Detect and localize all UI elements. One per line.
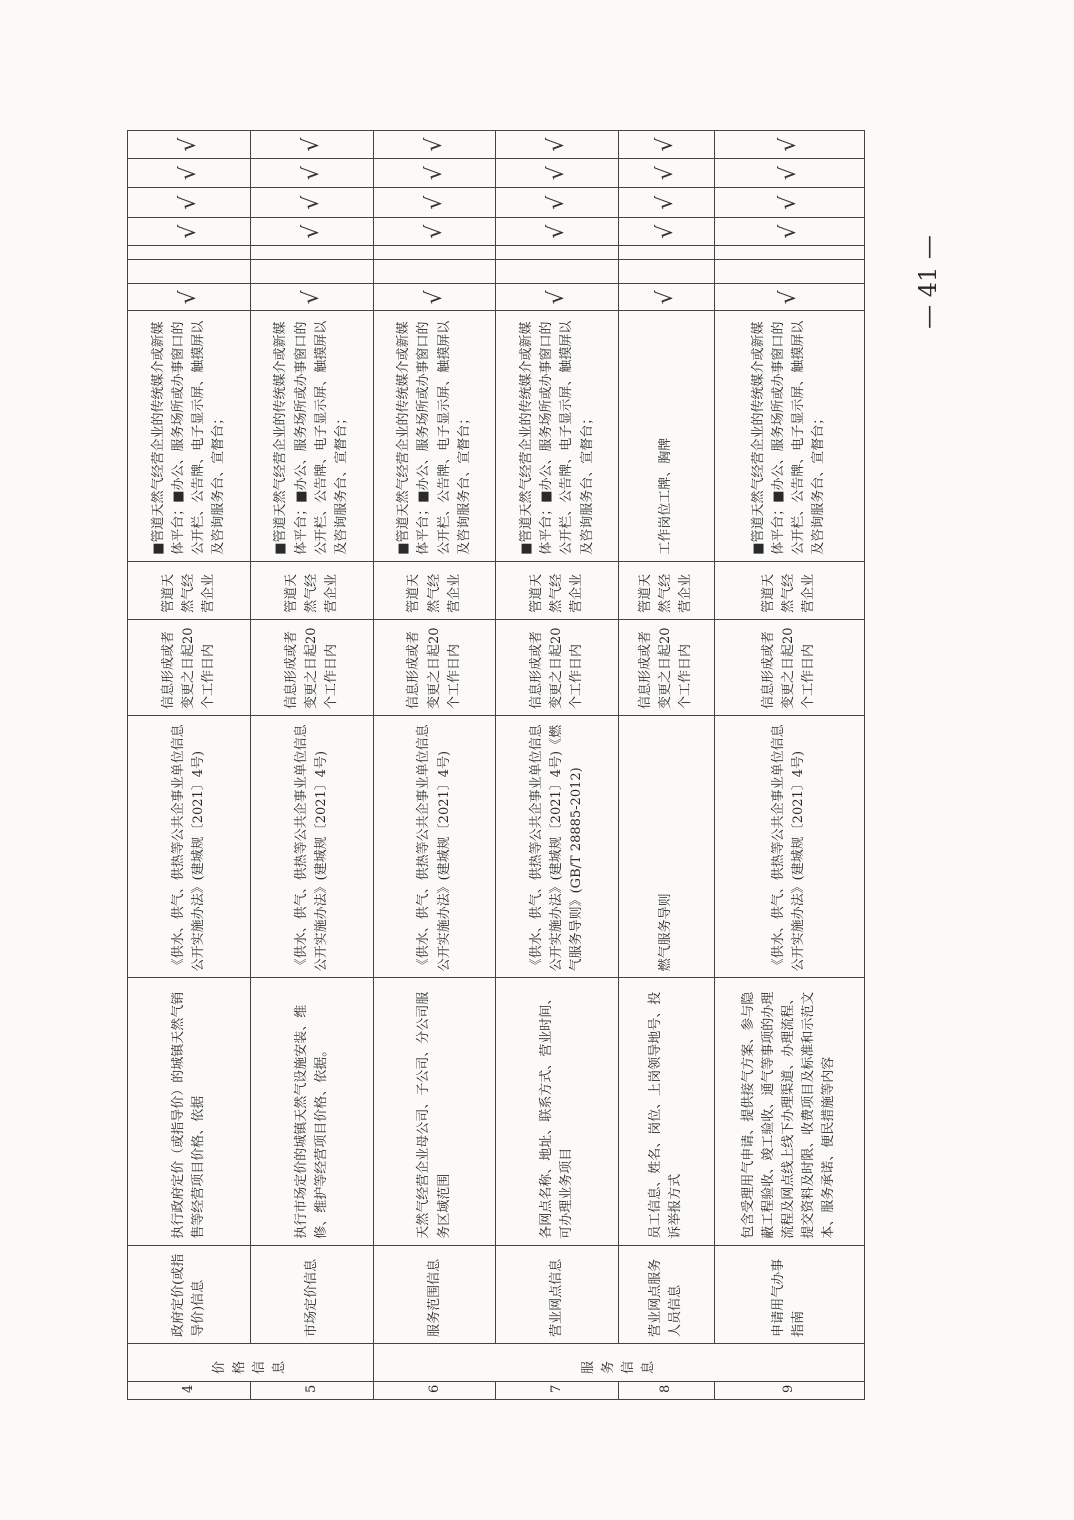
item-name: 营业网点服务人员信息: [619, 1245, 714, 1343]
table-row: [619, 131, 714, 1400]
check-mark: √: [496, 218, 619, 246]
check-mark: √: [714, 131, 864, 159]
check-mark: √: [619, 188, 714, 218]
check-mark: √: [250, 188, 373, 218]
table-row: [373, 131, 496, 1400]
check-mark: √: [373, 159, 496, 188]
empty-cell: [373, 260, 496, 284]
item-deadline: 信息形成或者变更之日起20个工作日内: [250, 619, 373, 715]
item-basis: 《供水、供气、供热等公共企事业单位信息公开实施办法》(建城规〔2021〕4号): [128, 715, 251, 977]
item-name: 营业网点信息: [496, 1245, 619, 1343]
item-basis: 《供水、供气、供热等公共企事业单位信息公开实施办法》(建城规〔2021〕4号): [250, 715, 373, 977]
check-mark: √: [619, 159, 714, 188]
check-mark: √: [128, 159, 251, 188]
row-number: 7: [496, 1381, 619, 1399]
item-channel: ■管道天然气经营企业的传统媒介或新媒体平台；■办公、服务场所或办事窗口的公开栏、公告牌、电子显示屏、触摸屏以及咨询服务台、宣督台；: [128, 311, 251, 561]
table-row: [496, 131, 619, 1400]
item-channel: ■管道天然气经营企业的传统媒介或新媒体平台；■办公、服务场所或办事窗口的公开栏、公告牌、电子显示屏、触摸屏以及咨询服务台、宣督台；: [250, 311, 373, 561]
check-mark: √: [496, 284, 619, 311]
check-mark: √: [373, 218, 496, 246]
item-content: 各网点名称、地址、联系方式、营业时间、可办理业务项目: [496, 978, 619, 1245]
item-basis: 《供水、供气、供热等公共企事业单位信息公开实施办法》(建城规〔2021〕4号)《燃气服务导则》(GB/T 28885-2012): [496, 715, 619, 977]
empty-cell: [496, 246, 619, 260]
item-subject: 管道天然气经营企业: [496, 561, 619, 619]
check-mark: √: [250, 159, 373, 188]
item-content: 包含受理用气申请、提供接气方案、参与隐蔽工程验收、竣工验收、通气等事项的办理流程及网点线上线下办理渠道、办理流程、提交资料及时限、收费项目及标准和示范文本、服务承诺、便民措施等内容: [714, 978, 864, 1245]
item-basis: 《供水、供气、供热等公共企事业单位信息公开实施办法》(建城规〔2021〕4号): [373, 715, 496, 977]
check-mark: √: [619, 284, 714, 311]
item-content: 执行市场定价的城镇天然气设施安装、维修、维护等经营项目价格、依据。: [250, 978, 373, 1245]
item-deadline: 信息形成或者变更之日起20个工作日内: [128, 619, 251, 715]
empty-cell: [250, 246, 373, 260]
item-basis: 《供水、供气、供热等公共企事业单位信息公开实施办法》(建城规〔2021〕4号): [714, 715, 864, 977]
item-name: 服务范围信息: [373, 1245, 496, 1343]
item-channel: ■管道天然气经营企业的传统媒介或新媒体平台；■办公、服务场所或办事窗口的公开栏、公告牌、电子显示屏、触摸屏以及咨询服务台、宣督台；: [714, 311, 864, 561]
item-deadline: 信息形成或者变更之日起20个工作日内: [373, 619, 496, 715]
table-row: [714, 131, 864, 1400]
table-row: [128, 131, 251, 1400]
check-mark: √: [496, 131, 619, 159]
check-mark: √: [714, 159, 864, 188]
check-mark: √: [128, 188, 251, 218]
item-deadline: 信息形成或者变更之日起20个工作日内: [714, 619, 864, 715]
empty-cell: [373, 246, 496, 260]
disclosure-table: [127, 130, 865, 1400]
page-number: [908, 230, 948, 330]
item-deadline: 信息形成或者变更之日起20个工作日内: [496, 619, 619, 715]
check-mark: √: [619, 131, 714, 159]
page-number-text: — 41 —: [914, 235, 942, 329]
check-mark: √: [496, 159, 619, 188]
empty-cell: [128, 246, 251, 260]
empty-cell: [714, 246, 864, 260]
rotated-table-wrapper: [127, 130, 865, 1400]
check-mark: √: [250, 218, 373, 246]
item-content: 天然气经营企业母公司、子公司、分公司服务区域范围: [373, 978, 496, 1245]
check-mark: √: [714, 188, 864, 218]
row-number: 5: [250, 1381, 373, 1399]
empty-cell: [128, 260, 251, 284]
item-subject: 管道天然气经营企业: [714, 561, 864, 619]
row-number: 4: [128, 1381, 251, 1399]
row-number: 8: [619, 1381, 714, 1399]
item-content: 员工信息、姓名、岗位、上岗领导地号、投诉举报方式: [619, 978, 714, 1245]
item-name: 市场定价信息: [250, 1245, 373, 1343]
item-deadline: 信息形成或者变更之日起20个工作日内: [619, 619, 714, 715]
check-mark: √: [373, 284, 496, 311]
item-channel: ■管道天然气经营企业的传统媒介或新媒体平台；■办公、服务场所或办事窗口的公开栏、公告牌、电子显示屏、触摸屏以及咨询服务台、宣督台；: [496, 311, 619, 561]
item-content: 执行政府定价（或指导价）的城镇天然气销售等经营项目价格、依据: [128, 978, 251, 1245]
row-number: 9: [714, 1381, 864, 1399]
item-subject: 管道天然气经营企业: [250, 561, 373, 619]
check-mark: √: [250, 131, 373, 159]
item-subject: 管道天然气经营企业: [373, 561, 496, 619]
check-mark: √: [714, 218, 864, 246]
item-subject: 管道天然气经营企业: [619, 561, 714, 619]
item-name: 政府定价(或指导价)信息: [128, 1245, 251, 1343]
check-mark: √: [250, 284, 373, 311]
table-row: [250, 131, 373, 1400]
category-cell: 服务信息: [373, 1343, 864, 1381]
row-number: 6: [373, 1381, 496, 1399]
check-mark: √: [128, 131, 251, 159]
check-mark: √: [128, 284, 251, 311]
empty-cell: [250, 260, 373, 284]
category-cell: 价格信息: [128, 1343, 374, 1381]
check-mark: √: [373, 188, 496, 218]
item-subject: 管道天然气经营企业: [128, 561, 251, 619]
item-channel: ■管道天然气经营企业的传统媒介或新媒体平台；■办公、服务场所或办事窗口的公开栏、公告牌、电子显示屏、触摸屏以及咨询服务台、宣督台；: [373, 311, 496, 561]
item-name: 申请用气办事指南: [714, 1245, 864, 1343]
check-mark: √: [373, 131, 496, 159]
check-mark: √: [496, 188, 619, 218]
check-mark: √: [619, 218, 714, 246]
check-mark: √: [128, 218, 251, 246]
item-channel: 工作岗位工牌、胸牌: [619, 311, 714, 561]
empty-cell: [619, 260, 714, 284]
check-mark: √: [714, 284, 864, 311]
item-basis: 燃气服务导则: [619, 715, 714, 977]
empty-cell: [496, 260, 619, 284]
empty-cell: [619, 246, 714, 260]
empty-cell: [714, 260, 864, 284]
